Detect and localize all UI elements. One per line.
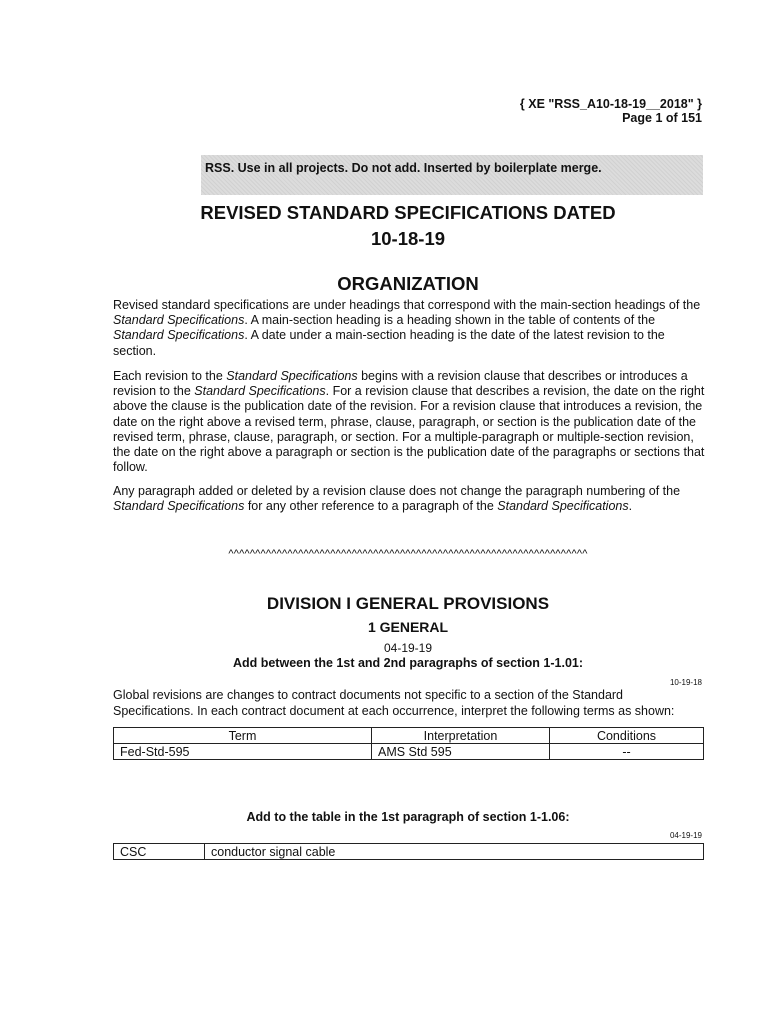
table-header-cell: Interpretation (372, 728, 550, 744)
revision-date-2: 04-19-19 (669, 831, 702, 840)
section-date: 04-19-19 (383, 641, 433, 655)
table-cell: Fed-Std-595 (114, 744, 372, 760)
boilerplate-note: RSS. Use in all projects. Do not add. Inserted by boilerplate merge. (201, 155, 703, 195)
revision-instruction-1: Add between the 1st and 2nd paragraphs of section 1-1.01: (232, 656, 584, 670)
revision-date-1: 10-19-18 (669, 678, 702, 687)
separator-line: ^^^^^^^^^^^^^^^^^^^^^^^^^^^^^^^^^^^^^^^^^^^^^^^^^^^^^^^^^^^^^^^^^^^ (228, 548, 588, 560)
abbreviations-table (113, 843, 704, 860)
table-cell: AMS Std 595 (372, 744, 550, 760)
section-title: 1 GENERAL (367, 619, 449, 635)
organization-heading: ORGANIZATION (337, 273, 479, 294)
division-title: DIVISION I GENERAL PROVISIONS (266, 594, 550, 613)
table-header-row (114, 728, 704, 744)
table-cell: -- (550, 744, 704, 760)
xe-field-code: { XE "RSS_A10-18-19__2018" } (519, 97, 702, 111)
organization-paragraph-3: Any paragraph added or deleted by a revision clause does not change the paragraph numbering of the Standard Specifications for any other reference to a paragraph of the Standard Specifications. (113, 484, 681, 514)
terms-table (113, 727, 704, 760)
table-header-cell: Term (114, 728, 372, 744)
table-cell: CSC (114, 844, 205, 860)
page-number: Page 1 of 151 (622, 111, 702, 125)
organization-paragraph-2: Each revision to the Standard Specifications begins with a revision clause that describes or introduces a revision to the Standard Specifications. For a revision clause that describes a revision, the date on the right above the clause is the publication date of the revision. For a revision clause that introduces a revision, the date on the right above a revised term, phrase, clause, paragraph, or section is the publication date of the revised term, phrase, clause, paragraph, or section. For a multiple-paragraph or multiple-section revision, the date on the right above a paragraph or section is the publication date of the paragraphs or sections that follow. (113, 369, 705, 475)
global-revisions-text: Global revisions are changes to contract documents not specific to a section of the Standard Specifications. In each contract document at each occurrence, interpret the following terms as shown: (113, 688, 675, 718)
table-row (114, 744, 704, 760)
document-title-line1: REVISED STANDARD SPECIFICATIONS DATED (200, 202, 616, 223)
table-row (114, 844, 704, 860)
organization-paragraph-1: Revised standard specifications are under headings that correspond with the main-section headings of the Standard Specifications. A main-section heading is a heading shown in the table of contents of the Standard Specifications. A date under a main-section heading is the date of the latest revision to the section. (113, 298, 701, 358)
table-header-cell: Conditions (550, 728, 704, 744)
document-title-date: 10-18-19 (370, 228, 446, 249)
table-cell: conductor signal cable (205, 844, 704, 860)
revision-instruction-2: Add to the table in the 1st paragraph of section 1-1.06: (246, 810, 570, 824)
